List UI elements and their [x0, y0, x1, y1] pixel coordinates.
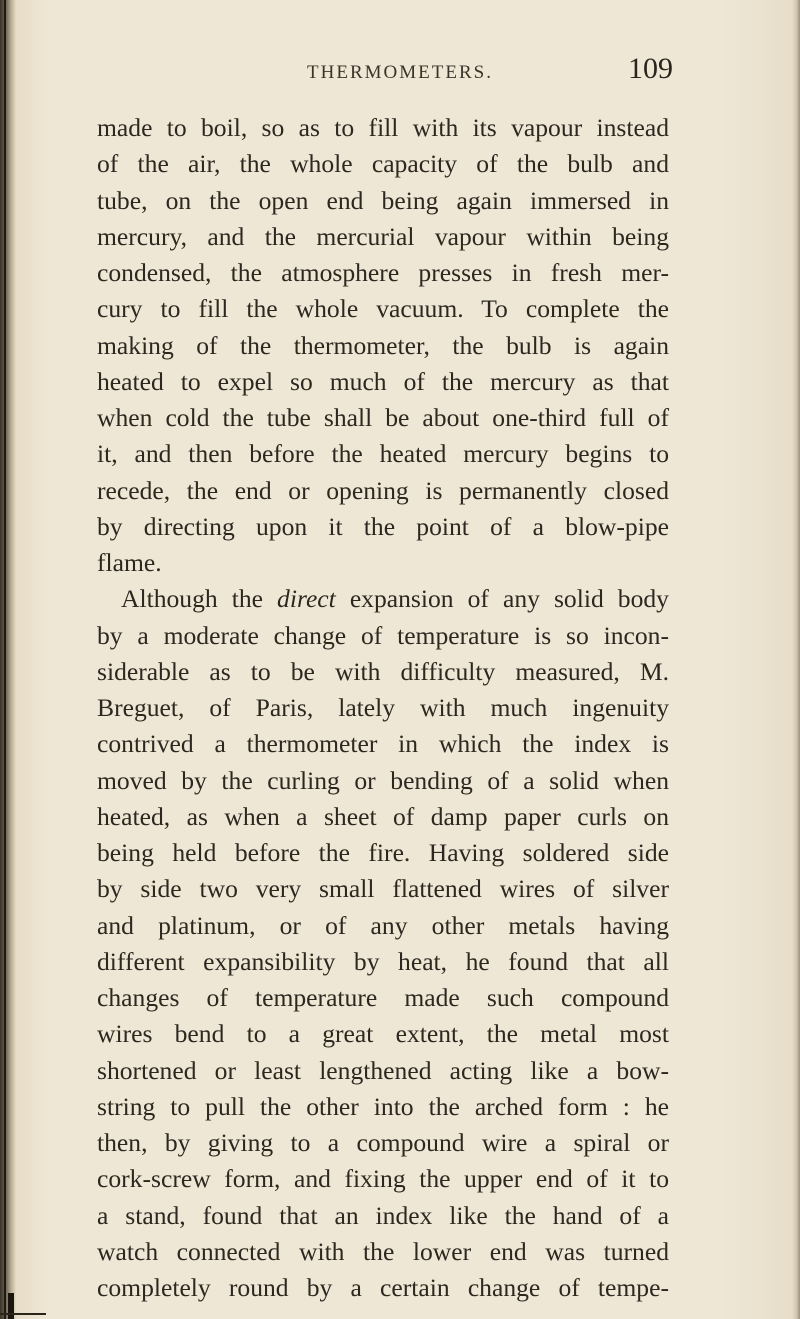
paragraph-2 — [97, 581, 669, 1306]
paragraph-1 — [97, 110, 669, 581]
text-line: and platinum, or of any other metals having — [97, 910, 669, 940]
binding-edge-line — [4, 0, 6, 1319]
corner-crop-mark — [0, 1309, 60, 1319]
crop-mark-vertical — [8, 1293, 14, 1319]
text-line: then, by giving to a compound wire a spiral or — [97, 1128, 669, 1157]
text-line: watch connected with the lower end was turned — [97, 1236, 669, 1266]
text-line: of the air, the whole capacity of the bulb and — [97, 149, 669, 179]
text-line: tube, on the open end being again immersed in — [97, 185, 669, 215]
text-line: wires bend to a great extent, the metal most — [97, 1019, 669, 1049]
text-line: string to pull the other into the arched form : he — [97, 1091, 669, 1121]
text-line: completely round by a certain change of tempe- — [97, 1273, 669, 1302]
text-line: shortened or least lengthened acting like a bow- — [97, 1055, 669, 1085]
text-line: Breguet, of Paris, lately with much ingenuity — [97, 693, 669, 722]
page-number: 109 — [628, 52, 673, 85]
crop-mark-horizontal — [0, 1313, 46, 1315]
text-run: expansion of any solid body — [335, 584, 669, 614]
text-line: contrived a thermometer in which the index is — [97, 729, 669, 759]
text-run: Although the — [121, 584, 278, 614]
running-title: THERMOMETERS. — [307, 62, 493, 83]
text-line: making of the thermometer, the bulb is again — [97, 330, 669, 360]
text-line: different expansibility by heat, he found that all — [97, 946, 669, 976]
text-line: heated to expel so much of the mercury as that — [97, 366, 669, 396]
text-line: by directing upon it the point of a blow-pipe — [97, 511, 669, 541]
text-line: moved by the curling or bending of a solid when — [97, 765, 669, 795]
text-line-first — [97, 581, 669, 617]
text-line: mercury, and the mercurial vapour within being — [97, 221, 669, 251]
text-line: siderable as to be with difficulty measured, M. — [97, 656, 669, 686]
text-line: being held before the fire. Having soldered side — [97, 838, 669, 867]
text-line: by a moderate change of temperature is so incon- — [97, 620, 669, 650]
binding-gutter-shadow — [0, 0, 16, 1319]
text-line: cury to fill the whole vacuum. To complete the — [97, 294, 669, 324]
text-line: recede, the end or opening is permanently closed — [97, 475, 669, 505]
text-line: changes of temperature made such compound — [97, 983, 669, 1012]
text-line: flame. — [97, 548, 162, 577]
text-line: when cold the tube shall be about one-third full of — [97, 403, 669, 432]
italic-emphasis: direct — [277, 584, 336, 614]
text-line: made to boil, so as to fill with its vapour instead — [97, 113, 669, 142]
text-line: heated, as when a sheet of damp paper curls on — [97, 801, 669, 831]
body-text — [97, 110, 669, 1306]
page-header — [0, 52, 800, 92]
text-line: a stand, found that an index like the hand of a — [97, 1200, 669, 1230]
text-line: cork-screw form, and fixing the upper end of it to — [97, 1164, 669, 1194]
text-line: it, and then before the heated mercury begins to — [97, 439, 669, 469]
text-line: by side two very small flattened wires of silver — [97, 874, 669, 904]
page-edge-shadow — [792, 0, 800, 1319]
text-line: condensed, the atmosphere presses in fresh mer- — [97, 258, 669, 287]
